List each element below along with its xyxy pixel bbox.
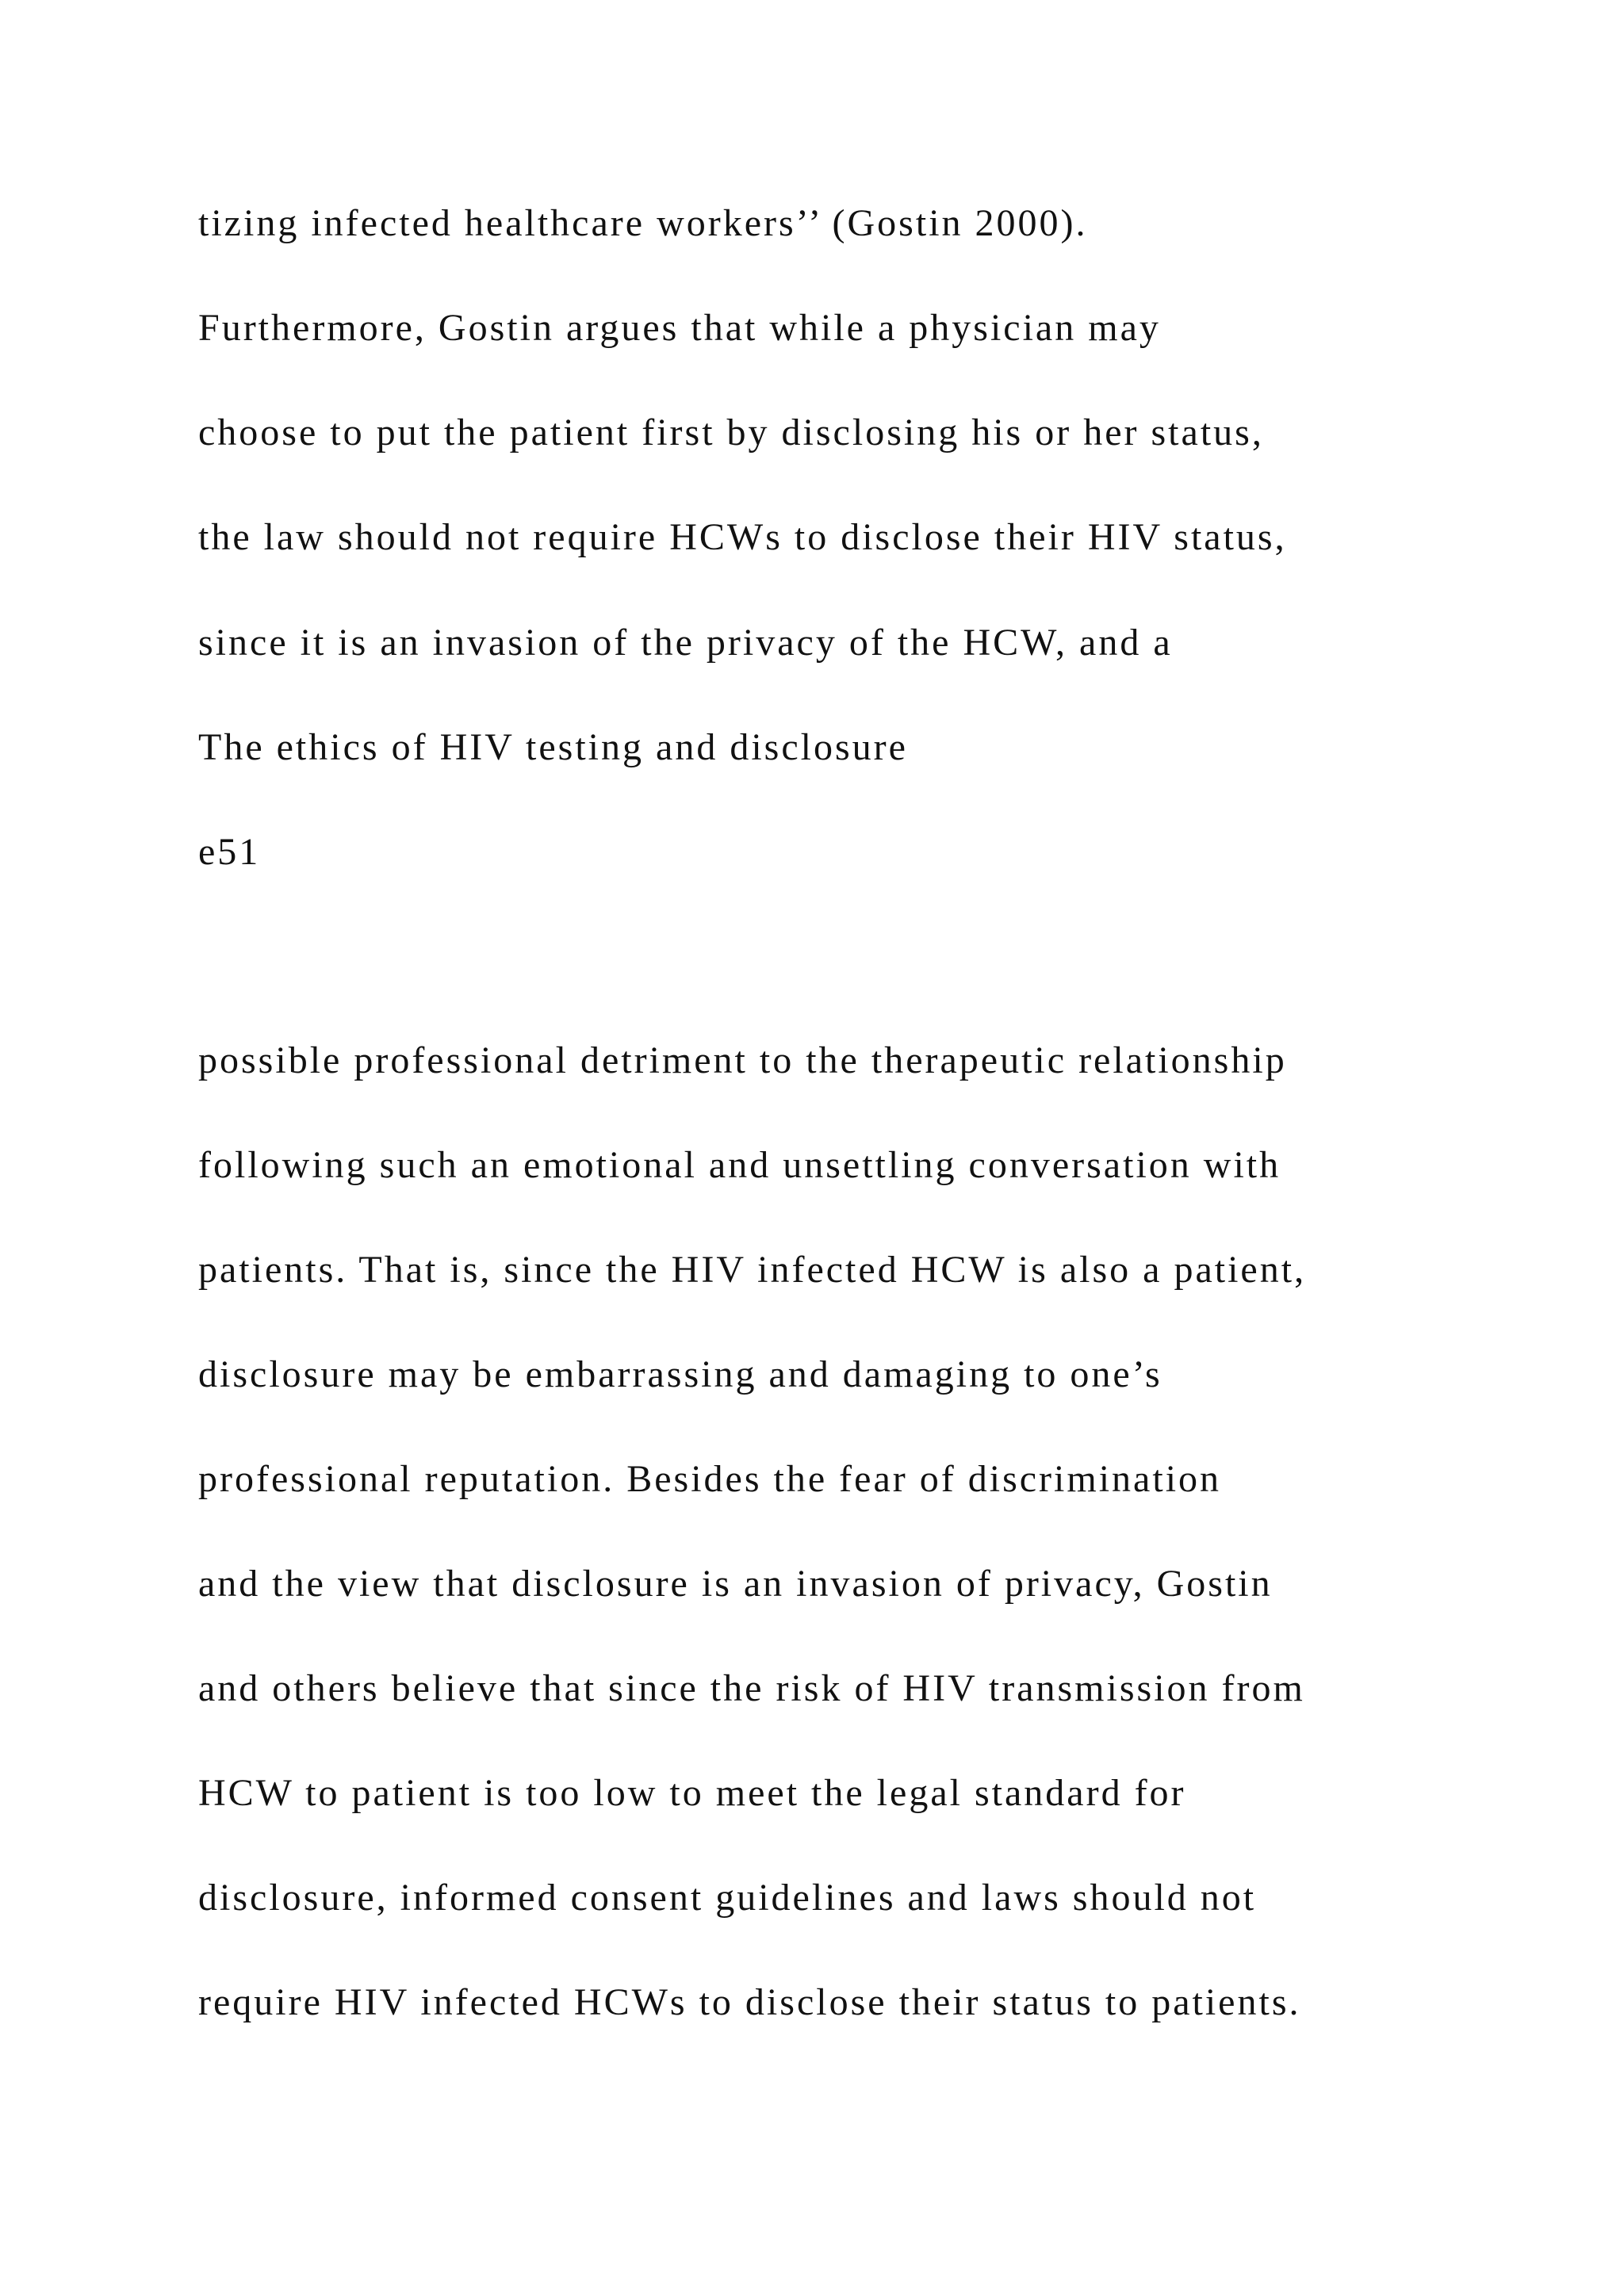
page-number: e51 <box>198 831 261 873</box>
body-text-line: choose to put the patient first by disclosing his or her status, <box>198 411 1264 453</box>
body-text-line: possible professional detriment to the therapeutic relationship <box>198 1039 1287 1081</box>
body-text-line: tizing infected healthcare workers’’ (Gostin 2000). <box>198 202 1088 244</box>
body-text-line: Furthermore, Gostin argues that while a physician may <box>198 307 1161 349</box>
body-text-line: the law should not require HCWs to disclose their HIV status, <box>198 516 1287 558</box>
body-text-line: and others believe that since the risk of HIV transmission from <box>198 1667 1305 1709</box>
body-text-line: professional reputation. Besides the fear of discrimination <box>198 1458 1222 1500</box>
running-header: The ethics of HIV testing and disclosure <box>198 726 908 768</box>
body-text-line: require HIV infected HCWs to disclose their status to patients. <box>198 1981 1301 2023</box>
body-text-line: HCW to patient is too low to meet the legal standard for <box>198 1772 1186 1814</box>
body-text-line: following such an emotional and unsettling conversation with <box>198 1144 1281 1186</box>
body-text-line: since it is an invasion of the privacy of the HCW, and a <box>198 622 1173 664</box>
body-text-line: and the view that disclosure is an invasion of privacy, Gostin <box>198 1563 1273 1605</box>
body-text-line: disclosure, informed consent guidelines and laws should not <box>198 1877 1257 1919</box>
body-text-line: disclosure may be embarrassing and damaging to one’s <box>198 1353 1162 1395</box>
body-text-line: patients. That is, since the HIV infected HCW is also a patient, <box>198 1249 1307 1291</box>
